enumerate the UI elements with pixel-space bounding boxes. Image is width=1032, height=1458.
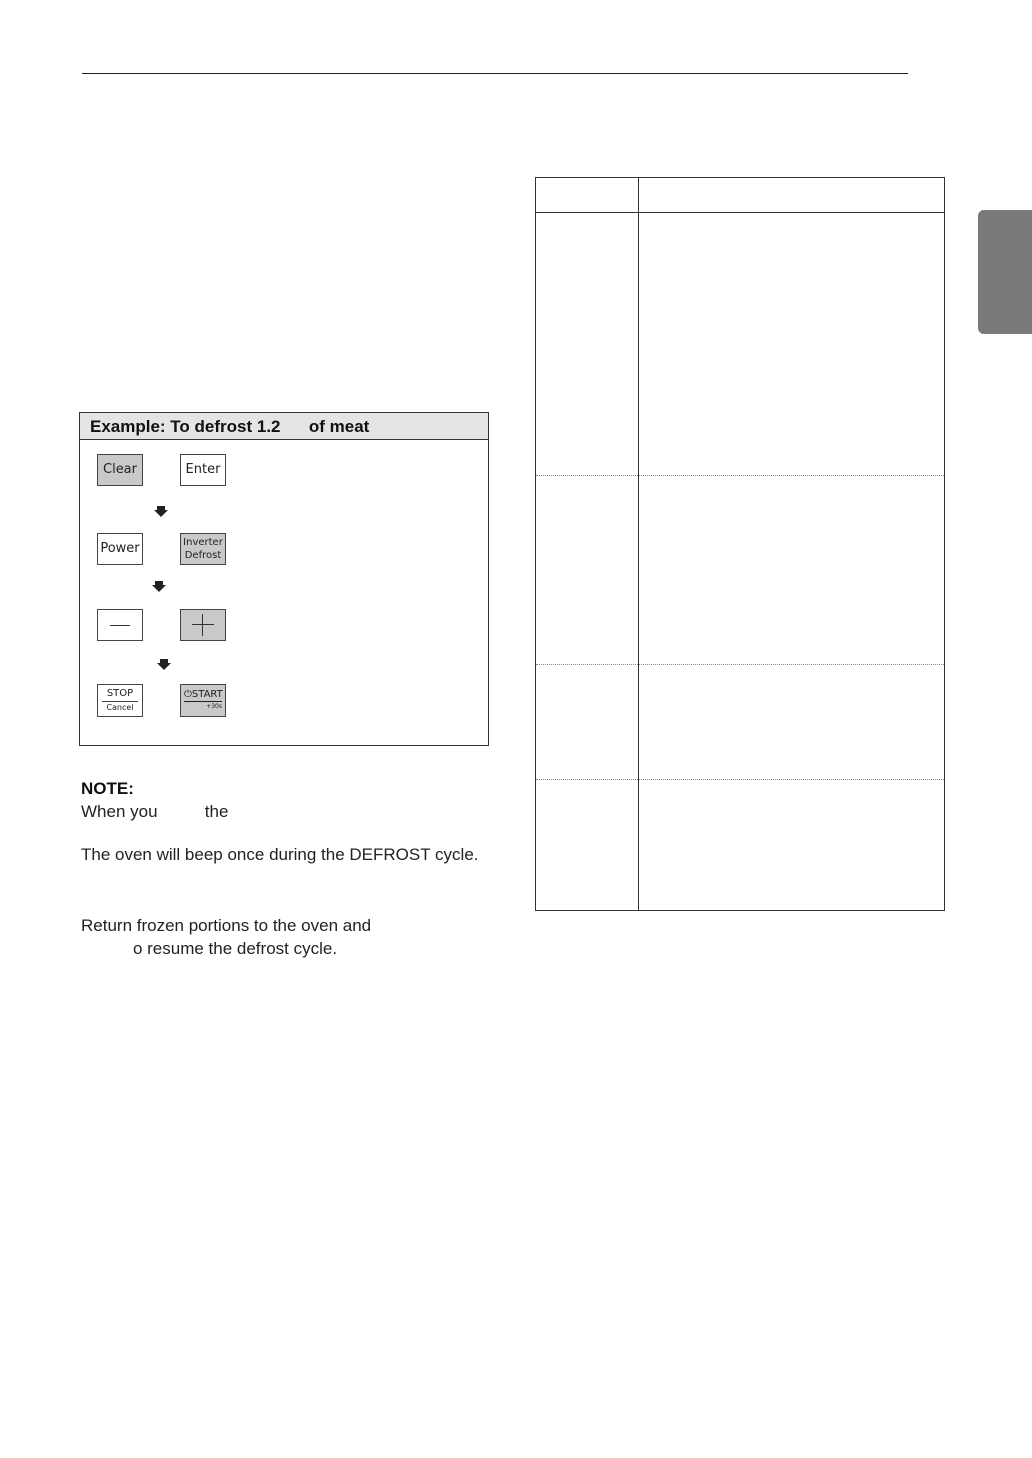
enter-key-label: Enter [185, 462, 221, 477]
down-arrow-icon [157, 659, 171, 670]
clear-key-label: Clear [103, 462, 137, 477]
note-line-3: Return frozen portions to the oven and [81, 916, 372, 935]
plus30s-key-label: +30s [206, 703, 222, 710]
note-line-1: When you the [81, 802, 229, 821]
table-row-divider [536, 779, 944, 780]
start-key-label: ⏻START [184, 689, 223, 700]
table-row-divider [536, 475, 944, 476]
enter-key [180, 454, 226, 486]
section-tab [978, 210, 1032, 334]
power-key-label: Power [100, 541, 140, 556]
table-column-divider [638, 178, 639, 911]
example-header [80, 413, 488, 440]
cancel-key-label: Cancel [106, 702, 134, 712]
inverter-defrost-key [180, 533, 226, 565]
defrost-table [535, 177, 945, 911]
table-header-divider [536, 212, 944, 213]
note-heading: NOTE: [81, 779, 134, 798]
inverter-defrost-line2: Defrost [184, 550, 222, 561]
minus-key [97, 609, 143, 641]
plus-icon [192, 614, 214, 636]
down-arrow-icon [154, 506, 168, 517]
start-key [180, 684, 226, 717]
header-rule [82, 73, 908, 74]
stop-key-label: STOP [102, 688, 138, 702]
note-line-4: o resume the defrost cycle. [81, 939, 338, 958]
note-line-2: The oven will beep once during the DEFROST cycle. [81, 845, 479, 864]
clear-key [97, 454, 143, 486]
example-box [79, 412, 489, 746]
minus-icon [110, 625, 130, 626]
down-arrow-icon [152, 581, 166, 592]
stop-cancel-key [97, 684, 143, 717]
table-row-divider [536, 664, 944, 665]
power-key [97, 533, 143, 565]
plus-key [180, 609, 226, 641]
inverter-defrost-line1: Inverter [183, 537, 223, 548]
example-title: Example: To defrost 1.2 of meat [90, 417, 370, 436]
